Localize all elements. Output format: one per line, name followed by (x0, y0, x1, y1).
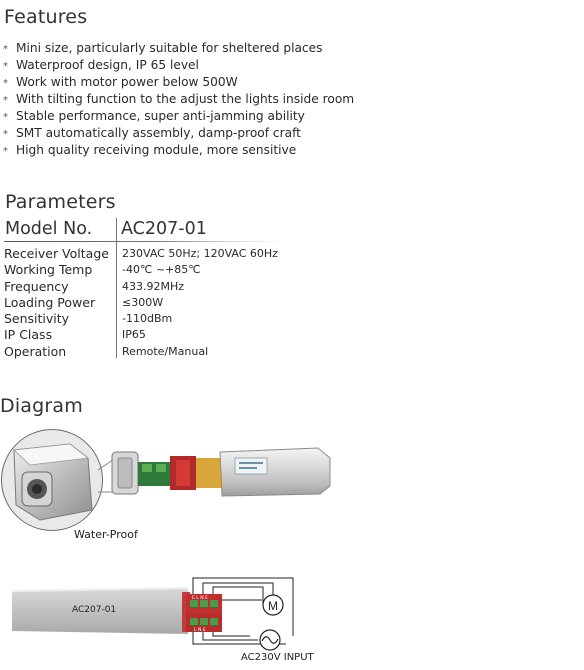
feature-text: With tilting function to the adjust the lights inside room (16, 92, 355, 106)
wiring-diagram (12, 578, 293, 650)
parameter-label: Loading Power (4, 294, 96, 310)
feature-text: SMT automatically assembly, damp-proof craft (16, 126, 301, 140)
parameter-label: IP Class (4, 327, 53, 343)
terminal-top-letters: E L N E (192, 596, 208, 601)
parameter-value: 230VAC 50Hz; 120VAC 60Hz (122, 247, 278, 260)
features-title: Features (4, 6, 88, 28)
parameter-label: Sensitivity (4, 311, 70, 327)
motor-symbol: M (268, 599, 278, 613)
bullet-star: * (3, 146, 8, 157)
bullet-star: * (3, 78, 8, 89)
bullet-star: * (3, 95, 8, 106)
model-value: AC207-01 (121, 219, 207, 239)
parameter-value: ≤300W (122, 295, 164, 309)
parameter-label: Working Temp (4, 262, 93, 278)
parameters-title: Parameters (5, 191, 116, 213)
ac-input-caption: AC230V INPUT (241, 652, 314, 663)
device-label: AC207-01 (72, 605, 117, 615)
bullet-star: * (3, 112, 8, 123)
bullet-star: * (3, 61, 8, 72)
parameter-value: IP65 (122, 328, 146, 342)
waterproof-zoom (0, 430, 120, 530)
parameter-label: Operation (4, 343, 67, 359)
bullet-star: * (3, 129, 8, 140)
parameter-label: Frequency (4, 278, 69, 294)
parameter-value: Remote/Manual (122, 344, 209, 358)
parameter-label: Receiver Voltage (4, 246, 109, 261)
terminal-bottom-letters: L N E (194, 628, 206, 633)
feature-text: Mini size, particularly suitable for sheltered places (16, 41, 323, 55)
device-photo (112, 448, 330, 496)
parameter-value: -110dBm (122, 312, 173, 326)
feature-text: Stable performance, super anti-jamming ability (16, 109, 305, 123)
parameter-value: -40℃ ~+85℃ (122, 263, 201, 277)
feature-text: High quality receiving module, more sensitive (16, 143, 297, 157)
diagram-title: Diagram (0, 395, 83, 417)
parameter-value: 433.92MHz (122, 279, 185, 293)
waterproof-caption: Water-Proof (74, 528, 138, 541)
model-label: Model No. (5, 219, 93, 239)
bullet-star: * (3, 44, 8, 55)
feature-text: Work with motor power below 500W (16, 75, 238, 89)
feature-text: Waterproof design, IP 65 level (16, 58, 199, 72)
